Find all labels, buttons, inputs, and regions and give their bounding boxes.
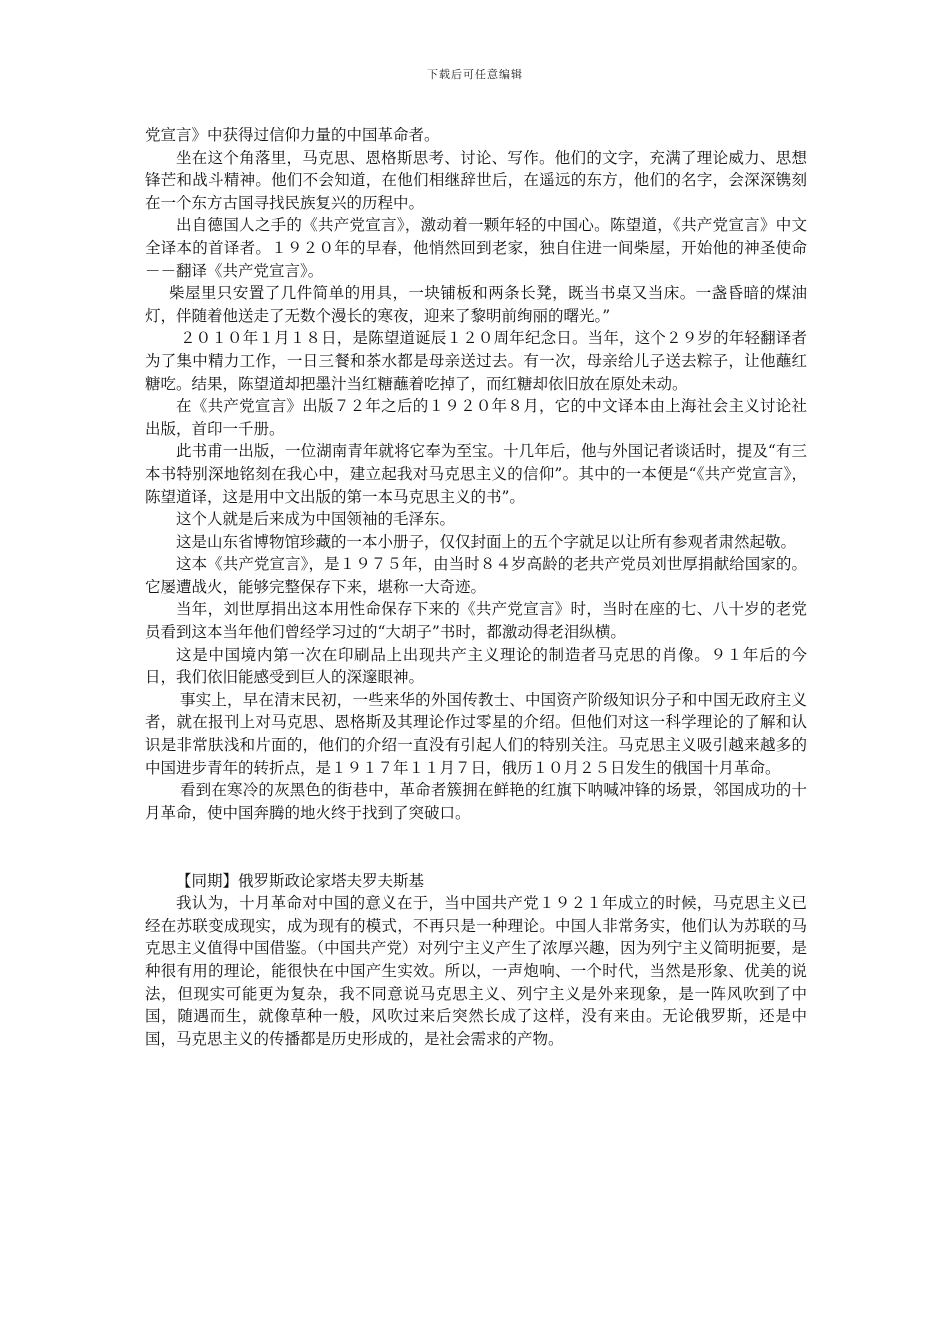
paragraph-3: 出自德国人之手的《共产党宣言》，激动着一颗年轻的中国心。陈望道，《共产党宣言》中文全译本的首译者。１９２０年的早春，他悄然回到老家，独自住进一间柴屋，开始他的神圣使命－－翻译《共产党宣言》。 [145,216,807,280]
document-body [145,124,807,1050]
blank-line [145,824,807,847]
page-header: 下载后可任意编辑 [427,68,523,81]
section-body: 我认为，十月革命对中国的意义在于，当中国共产党１９２１年成立的时候，马克思主义已经在苏联变成现实，成为现有的模式，不再只是一种理论。中国人非常务实，他们认为苏联的马克思主义值得中国借鉴。（中国共产党）对列宁主义产生了浓厚兴趣，因为列宁主义简明扼要，是种很有用的理论，能很快在中国产生实效。所以，一声炮响、一个时代，当然是形象、优美的说法，但现实可能更为复杂，我不同意说马克思主义、列宁主义是外来现象，是一阵风吹到了中国，随遇而生，就像草种一般，风吹过来后突然长成了这样，没有来由。无论俄罗斯，还是中国，马克思主义的传播都是历史形成的，是社会需求的产物。 [145,894,807,1048]
paragraph-2: 坐在这个角落里，马克思、恩格斯思考、讨论、写作。他们的文字，充满了理论威力、思想锋芒和战斗精神。他们不会知道，在他们相继辞世后，在遥远的东方，他们的名字，会深深镌刻在一个东方古国寻找民族复兴的历程中。 [145,148,807,212]
paragraph-1: 党宣言》中获得过信仰力量的中国革命者。 [145,126,440,144]
paragraph-5: ２０１０年１月１８日，是陈望道诞辰１２０周年纪念日。当年，这个２９岁的年轻翻译者为了集中精力工作，一日三餐和茶水都是母亲送过去。有一次，母亲给儿子送去粽子，让他蘸红糖吃。结果，陈望道却把墨汁当红糖蘸着吃掉了，而红糖却依旧放在原处未动。 [145,329,807,393]
paragraph-7: 此书甫一出版，一位湖南青年就将它奉为至宝。十几年后，他与外国记者谈话时，提及“有三本书特别深地铭刻在我心中，建立起我对马克思主义的信仰”。其中的一本便是“《共产党宣言》，陈望道译，这是用中文出版的第一本马克思主义的书”。 [145,442,807,506]
paragraph-11: 当年，刘世厚捐出这本用性命保存下来的《共产党宣言》时，当时在座的七、八十岁的老党员看到这本当年他们曾经学习过的“大胡子”书时，都激动得老泪纵横。 [145,600,807,642]
blank-line [145,847,807,870]
paragraph-9: 这是山东省博物馆珍藏的一本小册子，仅仅封面上的五个字就足以让所有参观者肃然起敬。 [176,532,797,551]
paragraph-13: 事实上，早在清末民初，一些来华的外国传教士、中国资产阶级知识分子和中国无政府主义者，就在报刊上对马克思、恩格斯及其理论作过零星的介绍。但他们对这一科学理论的了解和认识是非常肤浅和片面的，他们的介绍一直没有引起人们的特别关注。马克思主义吸引越来越多的中国进步青年的转折点，是１９１７年１１月７日，俄历１０月２５日发生的俄国十月革命。 [145,690,807,777]
paragraph-8: 这个人就是后来成为中国领袖的毛泽东。 [176,510,456,529]
paragraph-4: 柴屋里只安置了几件简单的用具，一块铺板和两条长凳，既当书桌又当床。一盏昏暗的煤油灯，伴随着他送走了无数个漫长的寒夜，迎来了黎明前绚丽的曙光。” [145,284,807,325]
paragraph-10: 这本《共产党宣言》，是１９７５年，由当时８４岁高龄的老共产党员刘世厚捐献给国家的。它屡遭战火，能够完整保存下来，堪称一大奇迹。 [145,555,807,596]
section-title: 【同期】俄罗斯政论家塔夫罗夫斯基 [176,871,425,890]
paragraph-6: 在《共产党宣言》出版７２年之后的１９２０年８月，它的中文译本由上海社会主义讨论社出版，首印一千册。 [145,397,807,438]
paragraph-12: 这是中国境内第一次在印刷品上出现共产主义理论的制造者马克思的肖像。９１年后的今日，我们依旧能感受到巨人的深邃眼神。 [145,645,807,687]
paragraph-14: 看到在寒冷的灰黑色的街巷中，革命者簇拥在鲜艳的红旗下呐喊冲锋的场景，邻国成功的十月革命，使中国奔腾的地火终于找到了突破口。 [145,781,807,822]
